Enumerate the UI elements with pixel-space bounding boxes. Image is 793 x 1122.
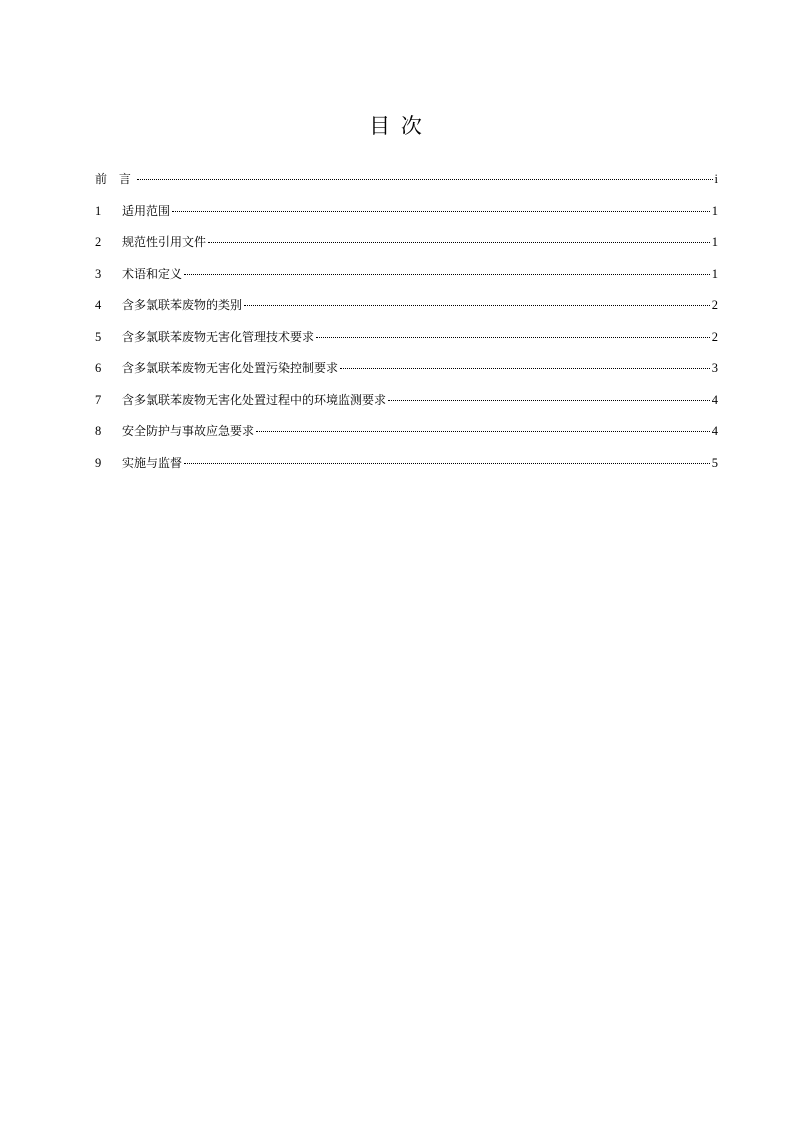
- toc-entry-number: 3: [95, 266, 102, 281]
- toc-dot-leader: [184, 274, 710, 275]
- toc-entry-label: 规范性引用文件: [122, 235, 207, 249]
- toc-entry-page: 5: [711, 455, 718, 470]
- toc-entry-label: 术语和定义: [122, 266, 183, 281]
- toc-dot-leader: [208, 242, 710, 243]
- toc-entry-7[interactable]: [95, 391, 718, 423]
- toc-entry-label: 含多氯联苯废物无害化管理技术要求: [122, 329, 315, 344]
- toc-entry-1[interactable]: [95, 202, 718, 234]
- toc-entry-page: 1: [711, 235, 718, 249]
- toc-dot-leader: [137, 179, 713, 180]
- toc-dot-leader: [244, 305, 710, 306]
- toc-dot-leader: [184, 463, 710, 464]
- toc-dot-leader: [256, 431, 710, 432]
- toc-entry-number: 4: [95, 298, 102, 312]
- toc-dot-leader: [340, 368, 710, 369]
- toc-entry-label: 实施与监督: [122, 455, 183, 470]
- toc-entry-number: 6: [95, 361, 102, 375]
- toc-entry-label: 适用范围: [122, 203, 171, 218]
- toc-entry-label: 含多氯联苯废物无害化处置过程中的环境监测要求: [122, 392, 387, 407]
- toc-entry-5[interactable]: [95, 328, 718, 360]
- toc-entry-preface[interactable]: [95, 170, 718, 202]
- toc-entry-page: i: [714, 172, 718, 186]
- toc-entry-2[interactable]: [95, 233, 718, 265]
- toc-title: 目 次: [369, 114, 424, 138]
- toc-entry-number: 8: [95, 424, 102, 438]
- toc-entry-page: 4: [711, 392, 718, 407]
- toc-entry-number: 2: [95, 235, 102, 249]
- toc-entry-label: 前 言: [95, 172, 135, 186]
- toc-entry-3[interactable]: [95, 265, 718, 297]
- toc-entry-label: 安全防护与事故应急要求: [122, 424, 255, 438]
- toc-entry-label: 含多氯联苯废物的类别: [122, 298, 243, 312]
- toc-entry-number: 9: [95, 455, 102, 470]
- toc-dot-leader: [316, 337, 710, 338]
- toc-entry-8[interactable]: [95, 422, 718, 454]
- toc-entry-number: 5: [95, 329, 102, 344]
- toc-entry-number: 1: [95, 203, 102, 218]
- toc-entry-4[interactable]: [95, 296, 718, 328]
- toc-dot-leader: [172, 211, 710, 212]
- toc-entry-label: 含多氯联苯废物无害化处置污染控制要求: [122, 361, 339, 375]
- toc-entry-page: 2: [711, 329, 718, 344]
- toc-entry-page: 1: [711, 266, 718, 281]
- toc-entry-6[interactable]: [95, 359, 718, 391]
- toc-dot-leader: [388, 400, 710, 401]
- toc-entry-page: 1: [711, 203, 718, 218]
- toc-entry-9[interactable]: [95, 454, 718, 486]
- toc-entry-page: 3: [711, 361, 718, 375]
- toc-entry-page: 2: [711, 298, 718, 312]
- toc-entry-page: 4: [711, 424, 718, 438]
- toc-entry-number: 7: [95, 392, 102, 407]
- table-of-contents: [95, 170, 718, 485]
